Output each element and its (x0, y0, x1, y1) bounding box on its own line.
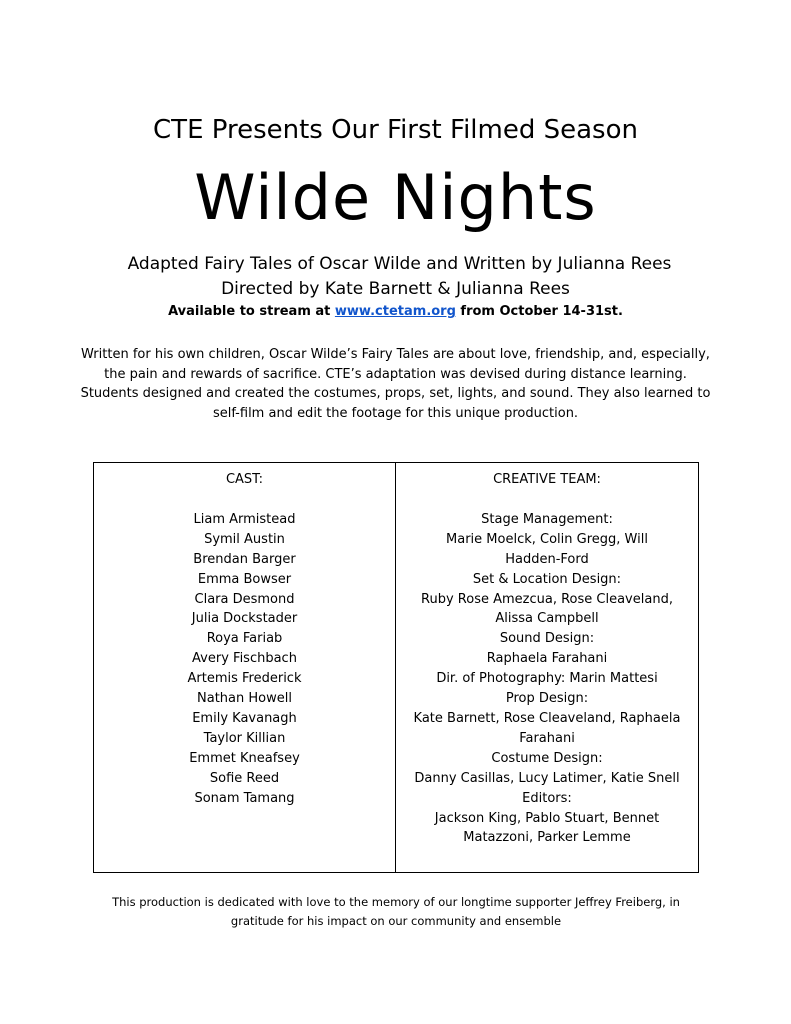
availability-line (0, 303, 791, 321)
cast-member: Artemis Frederick (187, 671, 302, 687)
cast-member: Emmet Kneafsey (189, 750, 300, 766)
availability-suffix: from October 14-31st. (455, 304, 623, 319)
creative-line: Jackson King, Pablo Stuart, Bennet (434, 810, 660, 826)
presents-heading: CTE Presents Our First Filmed Season (153, 115, 638, 145)
cast-member: Clara Desmond (194, 591, 295, 607)
cast-member: Sonam Tamang (194, 790, 295, 806)
cast-column (94, 463, 396, 872)
adapted-by-line: Adapted Fairy Tales of Oscar Wilde and Written by Julianna Rees (127, 254, 672, 274)
creative-line: Marie Moelck, Colin Gregg, Will (446, 531, 648, 547)
cast-member: Brendan Barger (193, 551, 296, 567)
cast-member: Symil Austin (204, 531, 285, 547)
credits-table (93, 462, 699, 873)
creative-line: Prop Design: (505, 691, 589, 707)
creative-line: Ruby Rose Amezcua, Rose Cleaveland, (421, 591, 673, 607)
creative-line: Stage Management: (481, 511, 613, 527)
creative-line: Sound Design: (499, 631, 595, 647)
creative-line: Farahani (519, 730, 575, 746)
creative-line: Editors: (522, 790, 572, 806)
show-description: Written for his own children, Oscar Wilde’s Fairy Tales are about love, friendship, and, especially, the pain and rewards of sacrifice. CTE’s adaptation was devised during distance learning. Students designed and created the costumes, props, set, lights, and sound. They also learned to self-film and edit the footage for this unique production. (80, 347, 711, 421)
creative-team-header: CREATIVE TEAM: (493, 472, 601, 487)
cast-member: Emma Bowser (197, 571, 292, 587)
cast-list (94, 510, 395, 809)
creative-line: Set & Location Design: (472, 571, 622, 587)
creative-line: Hadden-Ford (505, 551, 589, 567)
website-link[interactable]: www.ctetam.org (334, 304, 456, 319)
cast-member: Julia Dockstader (191, 611, 298, 627)
directed-by-line: Directed by Kate Barnett & Julianna Rees (221, 279, 570, 299)
cast-member: Taylor Killian (203, 730, 286, 746)
creative-line: Dir. of Photography: Marin Mattesi (436, 671, 658, 687)
creative-team-list (398, 510, 696, 848)
creative-line: Matazzoni, Parker Lemme (463, 830, 631, 846)
cast-member: Nathan Howell (197, 691, 292, 707)
creative-line: Danny Casillas, Lucy Latimer, Katie Snell (414, 770, 680, 786)
cast-member: Emily Kavanagh (192, 710, 297, 726)
availability-prefix: Available to stream at (168, 304, 335, 319)
cast-header: CAST: (225, 472, 264, 487)
creative-line: Costume Design: (491, 750, 603, 766)
cast-member: Roya Fariab (206, 631, 283, 647)
creative-line: Alissa Campbell (495, 611, 599, 627)
cast-member: Liam Armistead (193, 511, 296, 527)
cast-member: Avery Fischbach (192, 651, 297, 667)
creative-line: Raphaela Farahani (486, 651, 608, 667)
creative-team-column (396, 463, 698, 872)
cast-member: Sofie Reed (209, 770, 280, 786)
creative-line: Kate Barnett, Rose Cleaveland, Raphaela (413, 710, 681, 726)
dedication-note: This production is dedicated with love to the memory of our longtime supporter Jeffrey Freiberg, in gratitude for his impact on our community and ensemble (112, 895, 680, 928)
show-title: Wilde Nights (194, 161, 597, 234)
